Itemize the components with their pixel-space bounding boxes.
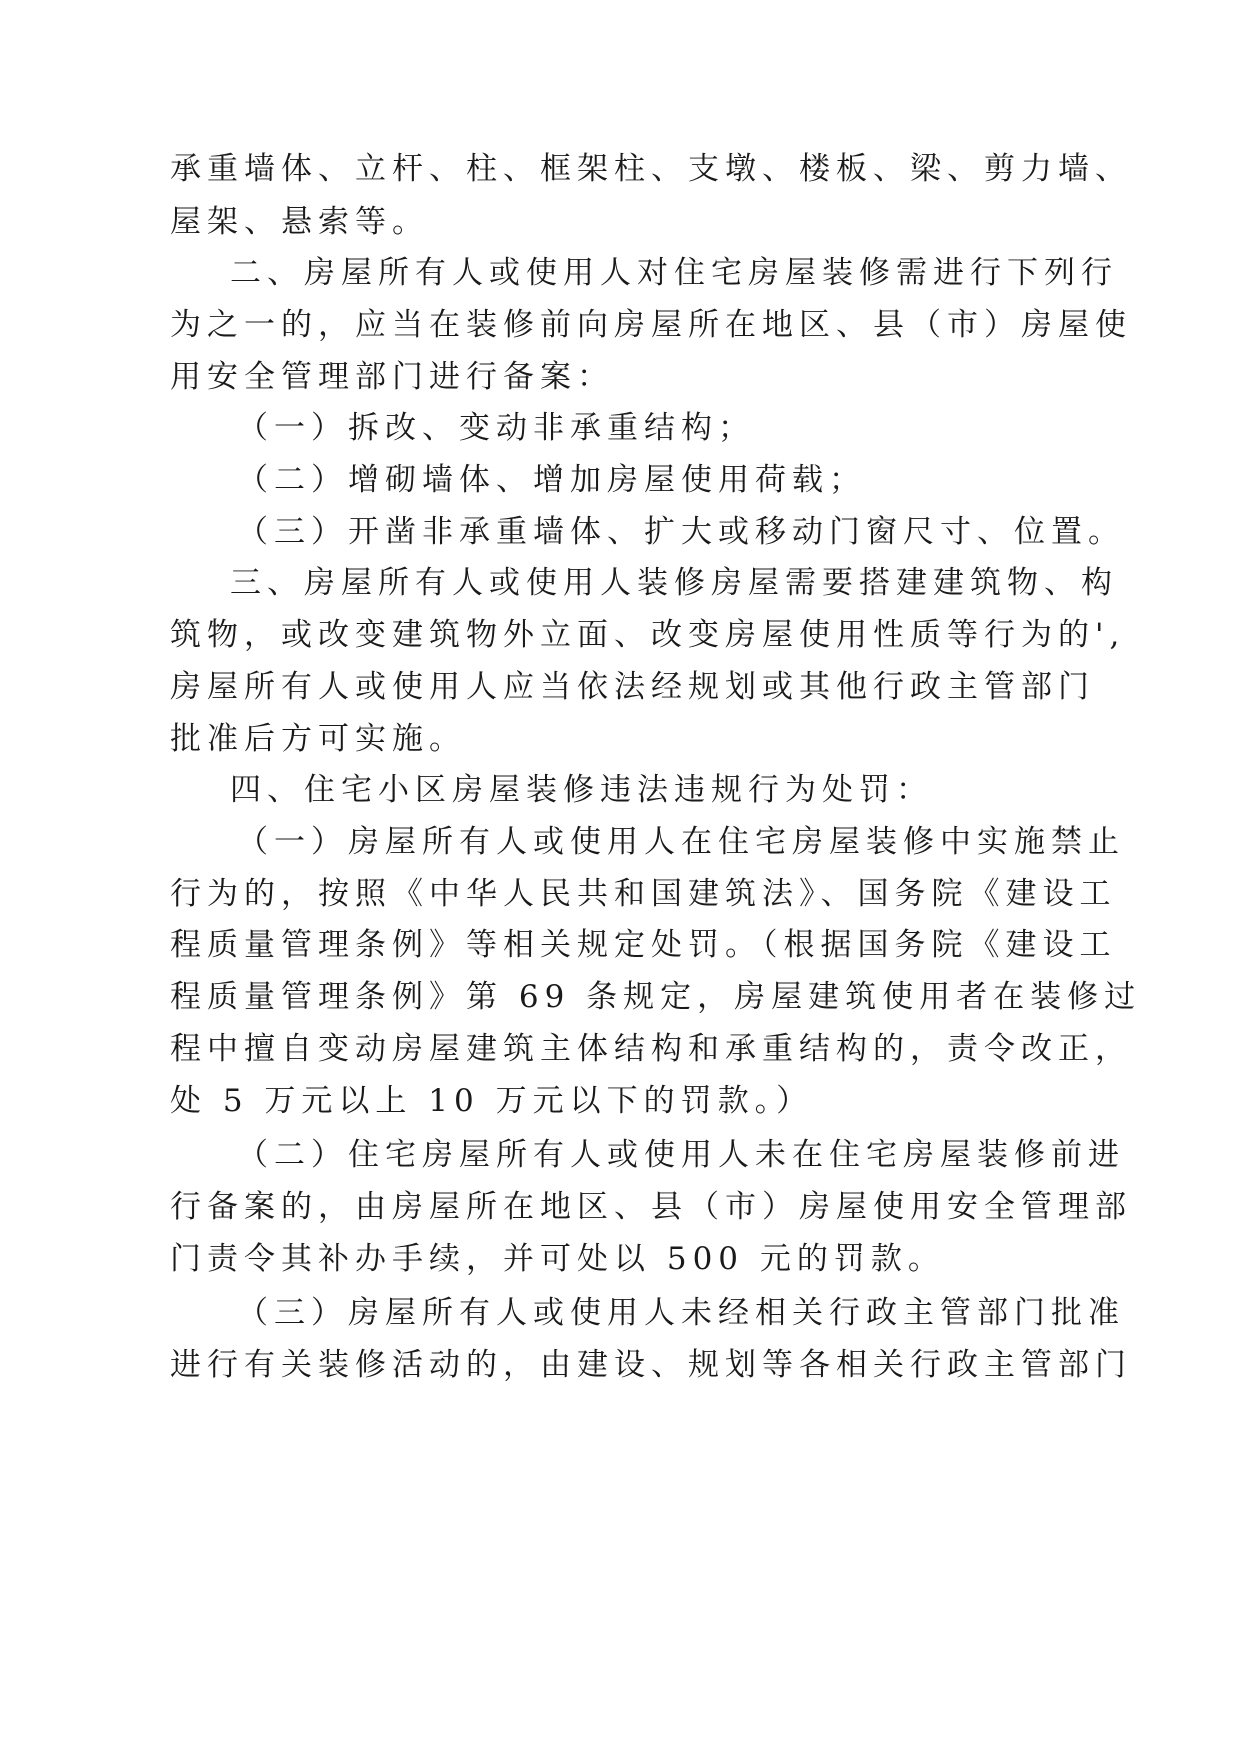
list-item: （二）住宅房屋所有人或使用人未在住宅房屋装修前进 [237, 1137, 1125, 1173]
paragraph-heading: 四、住宅小区房屋装修违法违规行为处罚： [230, 772, 933, 808]
list-item: （一）房屋所有人或使用人在住宅房屋装修中实施禁止 [237, 824, 1125, 860]
text-line: 进行有关装修活动的，由建设、规划等各相关行政主管部门 [170, 1347, 1132, 1383]
text-line: 行为的，按照《中华人民共和国建筑法》、国务院《建设工 [170, 876, 1117, 912]
text-line: 批准后方可实施。 [170, 721, 466, 757]
text-line: 为之一的，应当在装修前向房屋所在地区、县（市）房屋使 [170, 307, 1132, 343]
text-line: 屋架、悬索等。 [170, 204, 429, 240]
text-line: 程质量管理条例》第 69 条规定，房屋建筑使用者在装修过 [170, 979, 1142, 1015]
text-line: 房屋所有人或使用人应当依法经规划或其他行政主管部门 [170, 669, 1095, 705]
text-line: 程质量管理条例》等相关规定处罚。（根据国务院《建设工 [170, 927, 1117, 963]
text-line: 用安全管理部门进行备案： [170, 359, 614, 395]
text-line: 筑物，或改变建筑物外立面、改变房屋使用性质等行为的', [170, 617, 1126, 653]
text-line: 处 5 万元以上 10 万元以下的罚款。） [170, 1083, 814, 1119]
list-item: （三）房屋所有人或使用人未经相关行政主管部门批准 [237, 1295, 1125, 1331]
list-item: （三）开凿非承重墙体、扩大或移动门窗尺寸、位置。 [237, 514, 1125, 550]
text-line: 门责令其补办手续，并可处以 500 元的罚款。 [170, 1241, 945, 1277]
paragraph-heading: 二、房屋所有人或使用人对住宅房屋装修需进行下列行 [230, 255, 1118, 291]
text-line: 行备案的，由房屋所在地区、县（市）房屋使用安全管理部 [170, 1189, 1132, 1225]
paragraph-heading: 三、房屋所有人或使用人装修房屋需要搭建建筑物、构 [230, 565, 1118, 601]
list-item: （二）增砌墙体、增加房屋使用荷载； [237, 462, 866, 498]
text-line: 承重墙体、立杆、柱、框架柱、支墩、楼板、梁、剪力墙、 [170, 151, 1132, 187]
text-line: 程中擅自变动房屋建筑主体结构和承重结构的，责令改正， [170, 1031, 1132, 1067]
list-item: （一）拆改、变动非承重结构； [237, 410, 755, 446]
